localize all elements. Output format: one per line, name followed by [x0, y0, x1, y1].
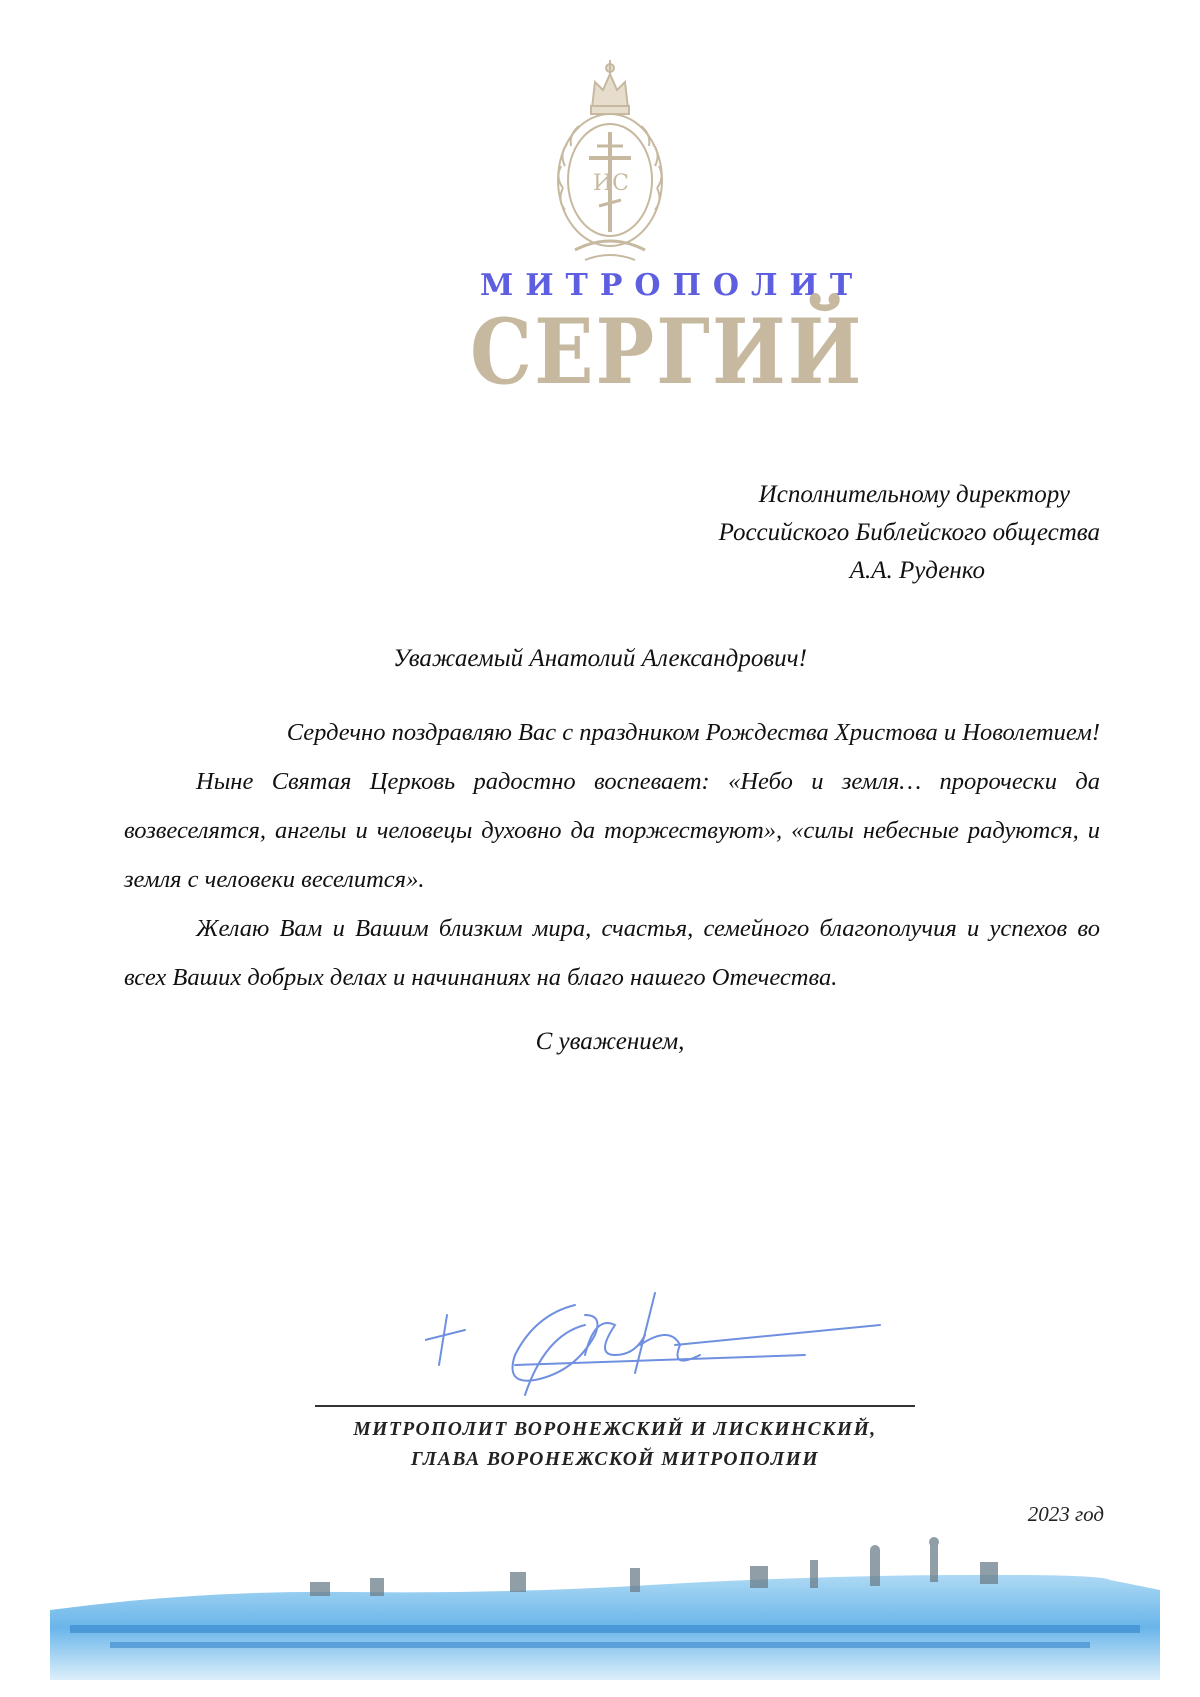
letter-body [124, 708, 1100, 1002]
salutation: Уважаемый Анатолий Александрович! [393, 645, 807, 672]
emblem-monogram-left: ИС [593, 171, 630, 196]
emblem-crown-cross-icon [545, 60, 675, 270]
body-paragraph-2: Ныне Святая Церковь радостно воспевает: «Небо и земля… пророчески да возвеселятся, ангелы и человецы духовно да торжествуют», «силы небесные радуются, и земля с человеки веселится». [124, 768, 1100, 893]
letter-date: 2023 год [1027, 1502, 1104, 1526]
letterhead-name: СЕРГИЙ [470, 300, 864, 405]
addressee-line-position: Исполнительному директору [758, 481, 1070, 508]
signatory-line-1: МИТРОПОЛИТ ВОРОНЕЖСКИЙ И ЛИСКИНСКИЙ, [353, 1419, 877, 1440]
body-paragraph-3: Желаю Вам и Вашим близким мира, счастья, семейного благополучия и успехов во всех Ваших добрых делах и начинаниях на благо нашего Отечества. [124, 915, 1100, 991]
signatory-title [295, 1415, 935, 1475]
addressee-line-name: А.А. Руденко [849, 557, 985, 584]
signature-rule [315, 1405, 915, 1407]
signatory-line-2: ГЛАВА ВОРОНЕЖСКОЙ МИТРОПОЛИИ [411, 1449, 819, 1470]
letterhead-title: МИТРОПОЛИТ [480, 268, 865, 303]
city-skyline-watercolor [50, 1530, 1160, 1690]
addressee-line-organization: Российского Библейского общества [718, 519, 1100, 546]
handwritten-signature [425, 1285, 885, 1415]
addressee-block [580, 476, 1100, 590]
body-paragraph-1: Сердечно поздравляю Вас с праздником Рождества Христова и Новолетием! [286, 719, 1100, 746]
closing-phrase: С уважением, [535, 1028, 685, 1055]
